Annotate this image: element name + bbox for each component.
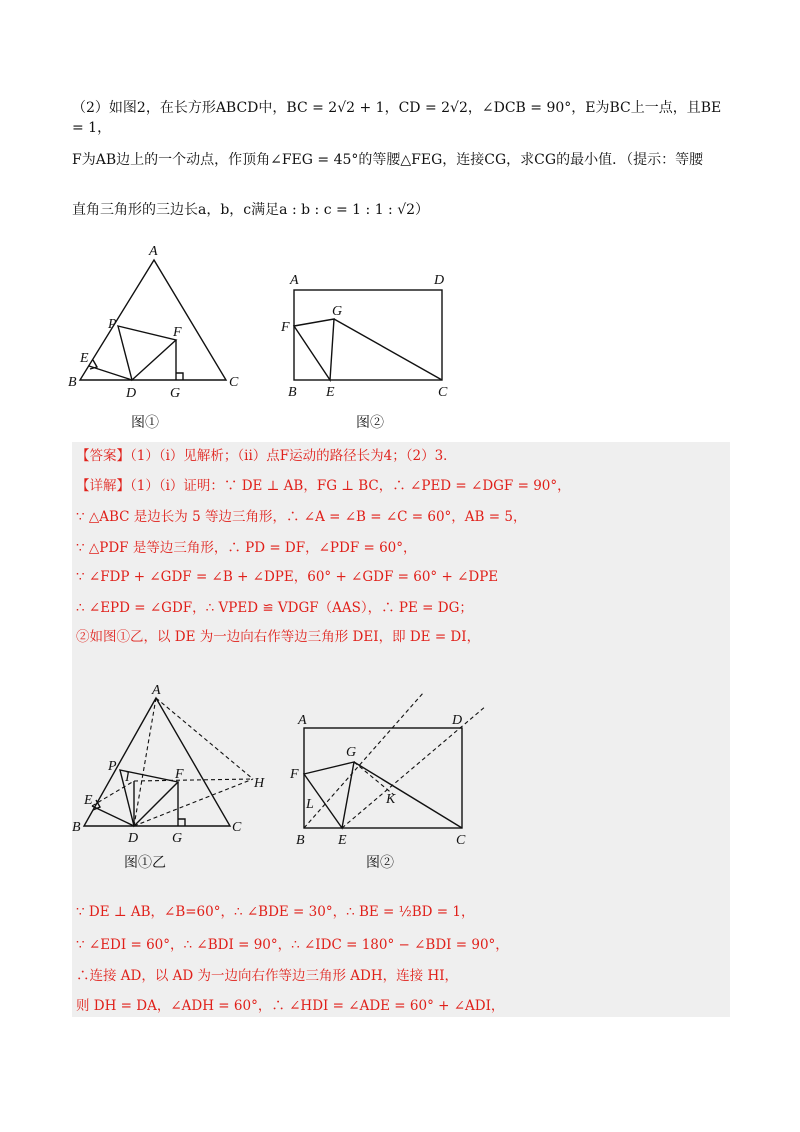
fig1b-label-H: H [254, 776, 265, 791]
fig1-label-C: C [229, 375, 239, 390]
detail2-line-4: 则 DH = DA，∠ADH = 60°，∴ ∠HDI = ∠ADE = 60° + ∠ADI， [76, 998, 505, 1014]
detail-line-2: ∵ △ABC 是边长为 5 等边三角形，∴ ∠A = ∠B = ∠C = 60°，AB = 5， [76, 509, 527, 525]
fig2b-label-D: D [452, 713, 463, 728]
fig2-label-E: E [326, 385, 335, 400]
fig1b-label-E: E [84, 793, 93, 808]
detail-line-3: ∵ △PDF 是等边三角形，∴ PD = DF，∠PDF = 60°， [76, 540, 417, 556]
question-line-1: （2）如图2，在长方形ABCD中，BC = 2√2 + 1，CD = 2√2，∠DCB = 90°，E为BC上一点，且BE = 1， [72, 100, 722, 136]
fig1-label-D: D [126, 386, 137, 400]
detail2-line-2: ∵ ∠EDI = 60°，∴ ∠BDI = 90°，∴ ∠IDC = 180° − ∠BDI = 90°， [76, 937, 509, 953]
figure-1b-diagram [68, 680, 278, 845]
detail-text-1: （1）（i）证明：∵ DE ⊥ AB，FG ⊥ BC，∴ ∠PED = ∠DGF = 90°， [130, 478, 571, 494]
figure-2-caption: 图② [356, 415, 384, 431]
fig2b-label-L: L [306, 797, 314, 812]
detail2-line-1: ∵ DE ⊥ AB，∠B=60°，∴ ∠BDE = 30°，∴ BE = ½BD = 1， [76, 904, 475, 920]
figure-1b-caption: 图①乙 [124, 855, 166, 871]
answer-line [76, 446, 457, 466]
fig1-label-F: F [173, 325, 182, 340]
figure-1-diagram [66, 240, 256, 400]
fig2b-label-A: A [298, 713, 307, 728]
figure-1-caption: 图① [131, 415, 159, 431]
fig1-label-E: E [80, 351, 89, 366]
fig2b-label-E: E [338, 833, 347, 848]
detail-line-5: ∴ ∠EPD = ∠GDF，∴ VPED ≌ VDGF（AAS），∴ PE = DG； [76, 600, 473, 616]
figure-2b-caption: 图② [366, 855, 394, 871]
fig2-label-F: F [281, 320, 290, 335]
figure-2-diagram [280, 268, 460, 403]
fig1-label-P: P [108, 317, 117, 332]
fig1b-label-G: G [172, 831, 183, 845]
question-line-2: F为AB边上的一个动点，作顶角∠FEG = 45°的等腰△FEG，连接CG，求CG的最小值．（提示：等腰 [72, 152, 704, 168]
fig1b-label-C: C [232, 820, 242, 835]
fig2b-label-F: F [290, 767, 299, 782]
detail-line-6: ②如图①乙，以 DE 为一边向右作等边三角形 DEI，即 DE = DI， [76, 629, 481, 645]
fig2b-label-C: C [456, 833, 466, 848]
fig2-label-B: B [288, 385, 297, 400]
fig2-label-C: C [438, 385, 448, 400]
fig1b-label-A: A [152, 683, 161, 698]
fig2-label-G: G [332, 304, 343, 319]
fig1b-label-P: P [108, 759, 117, 774]
figure-2b-diagram [286, 690, 496, 850]
fig2b-label-G: G [346, 745, 357, 760]
fig1b-label-F: F [175, 767, 184, 782]
fig2-label-D: D [434, 273, 445, 288]
fig2b-label-B: B [296, 833, 305, 848]
fig1-label-G: G [170, 386, 181, 400]
fig2-label-A: A [290, 273, 299, 288]
fig1b-label-I: I [125, 770, 130, 785]
fig1-label-B: B [68, 375, 77, 390]
answer-text: （1）（i）见解析；（ii）点F运动的路径长为4；（2）3． [130, 448, 457, 464]
detail2-line-3: ∴连接 AD，以 AD 为一边向右作等边三角形 ADH，连接 HI， [76, 968, 459, 984]
detail-line-4: ∵ ∠FDP + ∠GDF = ∠B + ∠DPE，60° + ∠GDF = 60° + ∠DPE [76, 569, 499, 585]
fig1-label-A: A [149, 244, 158, 259]
fig1b-label-D: D [128, 831, 139, 845]
detail-line-1 [76, 476, 571, 496]
detail-tag: 【详解】 [76, 478, 130, 494]
fig1b-label-B: B [72, 820, 81, 835]
fig2b-label-K: K [386, 792, 396, 807]
answer-tag: 【答案】 [76, 448, 130, 464]
question-line-3: 直角三角形的三边长a，b，c满足a : b : c = 1 : 1 : √2） [72, 202, 430, 218]
